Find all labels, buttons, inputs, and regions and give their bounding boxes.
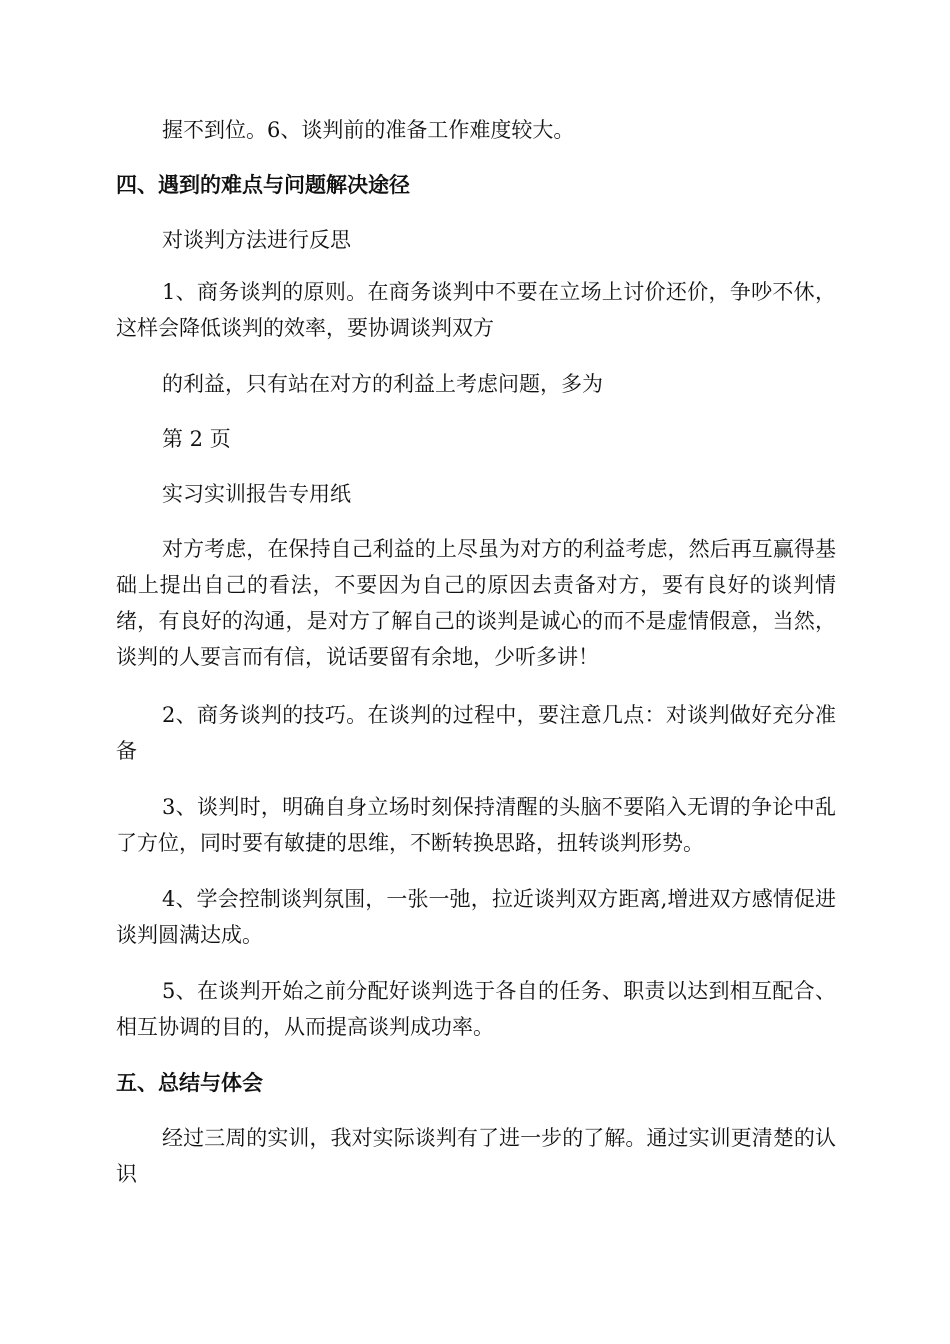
paragraph-reflection-intro: 对谈判方法进行反思 bbox=[162, 228, 351, 252]
paragraph-interests: 的利益，只有站在对方的利益上考虑问题，多为 bbox=[162, 372, 603, 396]
section-heading-difficulties: 四、遇到的难点与问题解决途径 bbox=[116, 173, 410, 197]
paragraph-preparation-difficulty: 握不到位。6、谈判前的准备工作难度较大。 bbox=[162, 118, 575, 142]
page-number-text: 第 2 页 bbox=[162, 427, 231, 451]
paragraph-techniques: 2、商务谈判的技巧。在谈判的过程中，要注意几点：对谈判做好充分准备 bbox=[116, 703, 836, 763]
paragraph-task-assignment: 5、在谈判开始之前分配好谈判选于各自的任务、职责以达到相互配合、相互协调的目的，从而提高谈判成功率。 bbox=[116, 979, 836, 1039]
paragraph-principles: 1、商务谈判的原则。在商务谈判中不要在立场上讨价还价，争吵不休，这样会降低谈判的效率，要协调谈判双方 bbox=[116, 280, 836, 340]
paragraph-atmosphere: 4、学会控制谈判氛围，一张一弛，拉近谈判双方距离,增进双方感情促进谈判圆满达成。 bbox=[116, 887, 836, 947]
paragraph-consider-other-side: 对方考虑，在保持自己利益的上尽虽为对方的利益考虑，然后再互赢得基础上提出自己的看法，不要因为自己的原因去责备对方，要有良好的谈判情绪，有良好的沟通，是对方了解自己的谈判是诚心的而不是虚情假意，当然，谈判的人要言而有信，说话要留有余地，少听多讲！ bbox=[116, 537, 836, 669]
paragraph-clear-position: 3、谈判时，明确自身立场时刻保持清醒的头脑不要陷入无谓的争论中乱了方位，同时要有敏捷的思维，不断转换思路，扭转谈判形势。 bbox=[116, 795, 836, 855]
paragraph-summary: 经过三周的实训，我对实际谈判有了进一步的了解。通过实训更清楚的认识 bbox=[116, 1126, 836, 1186]
report-paper-label: 实习实训报告专用纸 bbox=[162, 482, 351, 506]
section-heading-summary: 五、总结与体会 bbox=[116, 1071, 263, 1095]
